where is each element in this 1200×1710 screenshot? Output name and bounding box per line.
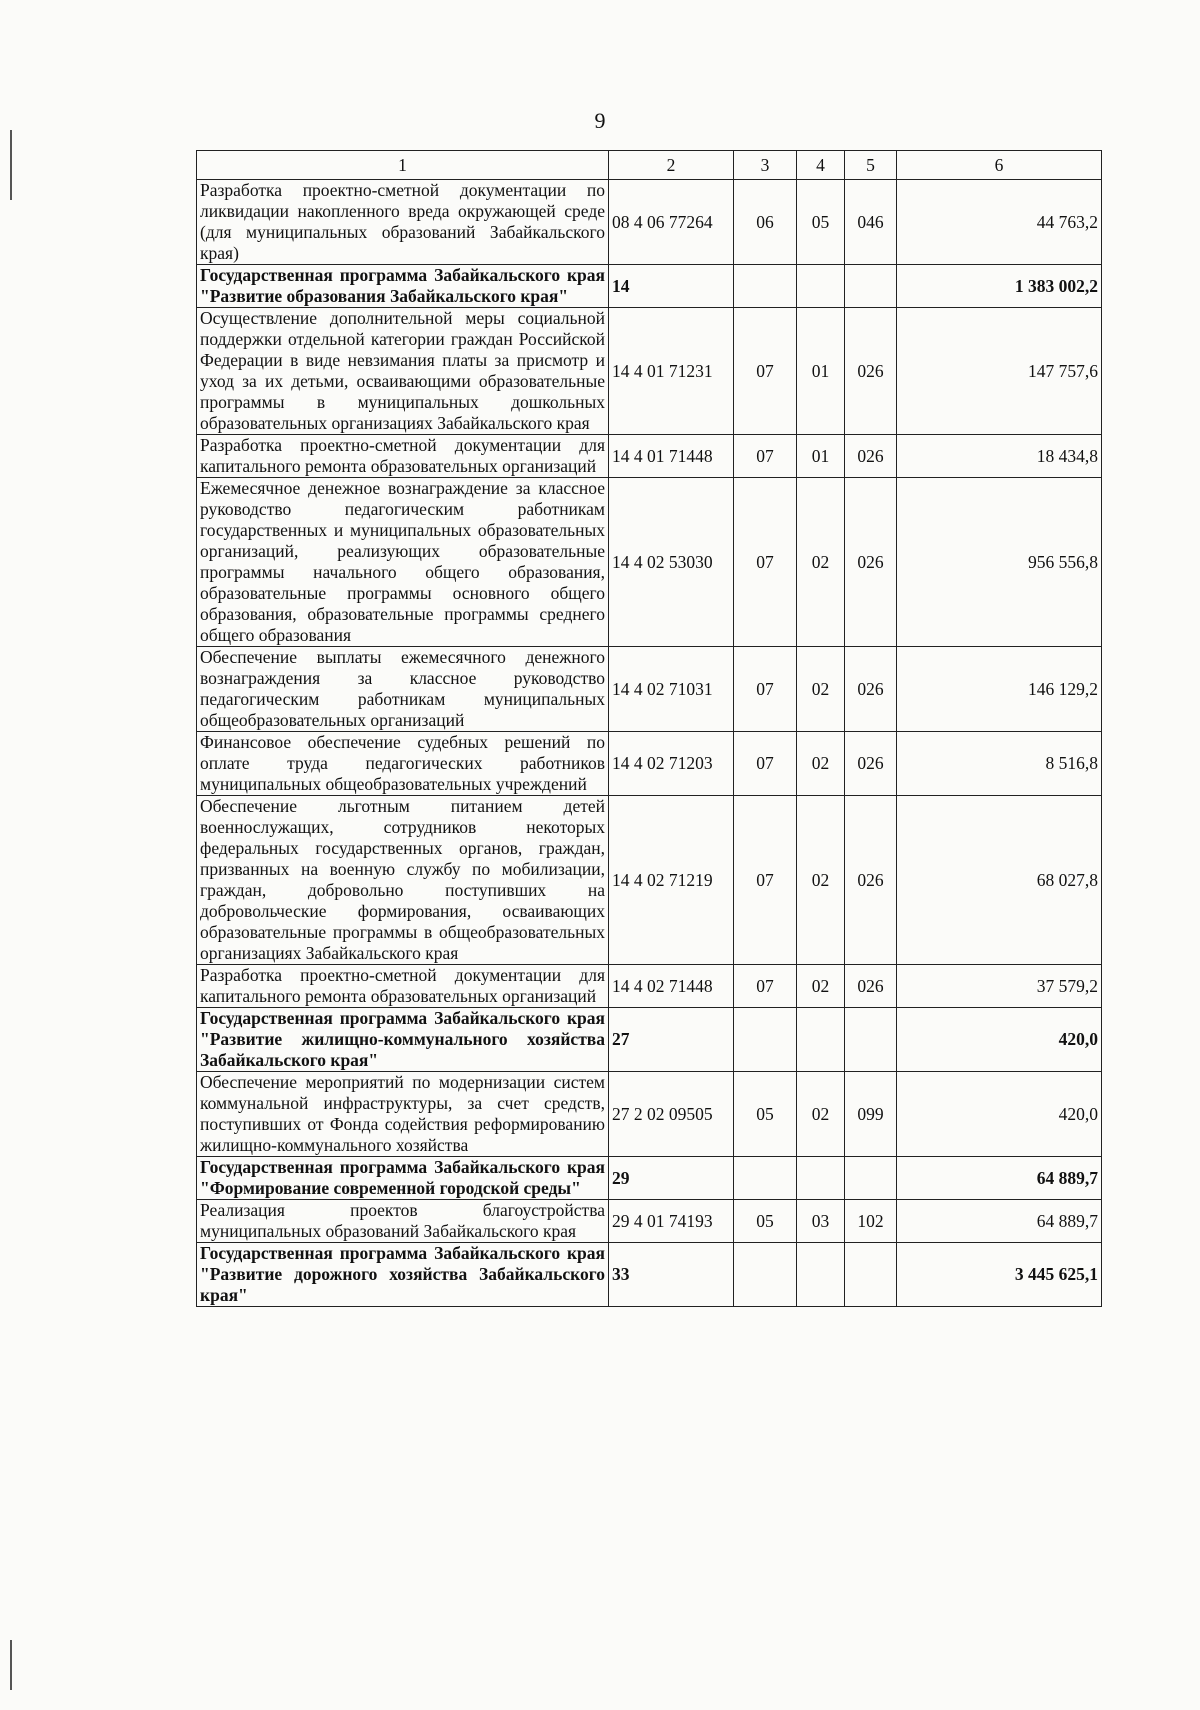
- target-code: 14 4 02 71031: [609, 647, 734, 732]
- table-row: [197, 732, 1102, 796]
- target-code: 14 4 01 71448: [609, 435, 734, 478]
- target-code: 27: [609, 1008, 734, 1072]
- administrator-code: 046: [845, 180, 897, 265]
- section-code: 07: [734, 478, 797, 647]
- section-code: 05: [734, 1072, 797, 1157]
- target-code: 29: [609, 1157, 734, 1200]
- program-row: [197, 1008, 1102, 1072]
- section-code: 07: [734, 732, 797, 796]
- subsection-code: 02: [797, 965, 845, 1008]
- program-row: [197, 1243, 1102, 1307]
- amount: 64 889,7: [897, 1200, 1102, 1243]
- section-code: [734, 1157, 797, 1200]
- subsection-code: 02: [797, 796, 845, 965]
- subsection-code: 02: [797, 1072, 845, 1157]
- administrator-code: [845, 1008, 897, 1072]
- item-name: Осуществление дополнительной меры социальной поддержки отдельной категории граждан Российской Федерации в виде невзимания платы за присмотр и уход за их детьми, осваивающими образовательные программы в муниципальных дошкольных образовательных организациях Забайкальского края: [197, 308, 609, 435]
- item-name: Финансовое обеспечение судебных решений по оплате труда педагогических работников муниципальных общеобразовательных учреждений: [197, 732, 609, 796]
- subsection-code: 02: [797, 647, 845, 732]
- item-name: Государственная программа Забайкальского края "Развитие дорожного хозяйства Забайкальского края": [197, 1243, 609, 1307]
- administrator-code: 026: [845, 796, 897, 965]
- table-row: [197, 180, 1102, 265]
- amount: 44 763,2: [897, 180, 1102, 265]
- target-code: 14 4 02 71219: [609, 796, 734, 965]
- program-row: [197, 265, 1102, 308]
- section-code: [734, 265, 797, 308]
- column-header: 5: [845, 151, 897, 180]
- section-code: 07: [734, 965, 797, 1008]
- section-code: 06: [734, 180, 797, 265]
- table-row: [197, 435, 1102, 478]
- subsection-code: [797, 1243, 845, 1307]
- column-header: 3: [734, 151, 797, 180]
- amount: 68 027,8: [897, 796, 1102, 965]
- amount: 956 556,8: [897, 478, 1102, 647]
- item-name: Государственная программа Забайкальского края "Формирование современной городской среды": [197, 1157, 609, 1200]
- target-code: 27 2 02 09505: [609, 1072, 734, 1157]
- table-row: [197, 478, 1102, 647]
- target-code: 08 4 06 77264: [609, 180, 734, 265]
- administrator-code: 026: [845, 478, 897, 647]
- column-header: 1: [197, 151, 609, 180]
- target-code: 14 4 01 71231: [609, 308, 734, 435]
- amount: 8 516,8: [897, 732, 1102, 796]
- administrator-code: 099: [845, 1072, 897, 1157]
- column-header: 2: [609, 151, 734, 180]
- amount: 147 757,6: [897, 308, 1102, 435]
- amount: 64 889,7: [897, 1157, 1102, 1200]
- table-row: [197, 796, 1102, 965]
- section-code: 07: [734, 435, 797, 478]
- subsection-code: 02: [797, 478, 845, 647]
- item-name: Обеспечение льготным питанием детей военнослужащих, сотрудников некоторых федеральных государственных органов, граждан, призванных на военную службу по мобилизации, граждан, добровольно поступивших на добровольческие формирования, осваивающих образовательные программы в общеобразовательных организациях Забайкальского края: [197, 796, 609, 965]
- administrator-code: 026: [845, 308, 897, 435]
- section-code: [734, 1243, 797, 1307]
- section-code: 07: [734, 796, 797, 965]
- amount: 3 445 625,1: [897, 1243, 1102, 1307]
- subsection-code: [797, 1008, 845, 1072]
- table-row: [197, 1200, 1102, 1243]
- table-row: [197, 1072, 1102, 1157]
- target-code: 33: [609, 1243, 734, 1307]
- subsection-code: 02: [797, 732, 845, 796]
- administrator-code: 026: [845, 435, 897, 478]
- target-code: 14: [609, 265, 734, 308]
- program-row: [197, 1157, 1102, 1200]
- administrator-code: [845, 1157, 897, 1200]
- item-name: Государственная программа Забайкальского края "Развитие образования Забайкальского края": [197, 265, 609, 308]
- item-name: Разработка проектно-сметной документации для капитального ремонта образовательных организаций: [197, 435, 609, 478]
- amount: 37 579,2: [897, 965, 1102, 1008]
- section-code: 05: [734, 1200, 797, 1243]
- budget-table: [196, 150, 1102, 1307]
- margin-line-bottom: [10, 1640, 12, 1690]
- administrator-code: 026: [845, 647, 897, 732]
- item-name: Ежемесячное денежное вознаграждение за классное руководство педагогическим работникам государственных и муниципальных образовательных организаций, реализующих образовательные программы начального общего образования, образовательные программы основного общего образования, образовательные программы среднего общего образования: [197, 478, 609, 647]
- target-code: 29 4 01 74193: [609, 1200, 734, 1243]
- item-name: Обеспечение выплаты ежемесячного денежного вознаграждения за классное руководство педагогическим работникам муниципальных общеобразовательных организаций: [197, 647, 609, 732]
- target-code: 14 4 02 71203: [609, 732, 734, 796]
- subsection-code: [797, 1157, 845, 1200]
- table-row: [197, 647, 1102, 732]
- target-code: 14 4 02 71448: [609, 965, 734, 1008]
- amount: 18 434,8: [897, 435, 1102, 478]
- subsection-code: 01: [797, 435, 845, 478]
- amount: 1 383 002,2: [897, 265, 1102, 308]
- item-name: Государственная программа Забайкальского края "Развитие жилищно-коммунального хозяйства Забайкальского края": [197, 1008, 609, 1072]
- administrator-code: 026: [845, 965, 897, 1008]
- item-name: Реализация проектов благоустройства муниципальных образований Забайкальского края: [197, 1200, 609, 1243]
- section-code: 07: [734, 647, 797, 732]
- amount: 420,0: [897, 1008, 1102, 1072]
- column-header: 4: [797, 151, 845, 180]
- column-header: 6: [897, 151, 1102, 180]
- subsection-code: [797, 265, 845, 308]
- target-code: 14 4 02 53030: [609, 478, 734, 647]
- administrator-code: [845, 265, 897, 308]
- subsection-code: 03: [797, 1200, 845, 1243]
- item-name: Обеспечение мероприятий по модернизации систем коммунальной инфраструктуры, за счет средств, поступивших от Фонда содействия реформированию жилищно-коммунального хозяйства: [197, 1072, 609, 1157]
- administrator-code: 102: [845, 1200, 897, 1243]
- item-name: Разработка проектно-сметной документации по ликвидации накопленного вреда окружающей среде (для муниципальных образований Забайкальского края): [197, 180, 609, 265]
- subsection-code: 05: [797, 180, 845, 265]
- section-code: 07: [734, 308, 797, 435]
- table-body: [197, 180, 1102, 1307]
- table-row: [197, 308, 1102, 435]
- subsection-code: 01: [797, 308, 845, 435]
- margin-line-top: [10, 130, 12, 200]
- table-header-row: [197, 151, 1102, 180]
- item-name: Разработка проектно-сметной документации для капитального ремонта образовательных организаций: [197, 965, 609, 1008]
- administrator-code: [845, 1243, 897, 1307]
- section-code: [734, 1008, 797, 1072]
- administrator-code: 026: [845, 732, 897, 796]
- page-number: 9: [594, 108, 606, 133]
- table-row: [197, 965, 1102, 1008]
- amount: 146 129,2: [897, 647, 1102, 732]
- amount: 420,0: [897, 1072, 1102, 1157]
